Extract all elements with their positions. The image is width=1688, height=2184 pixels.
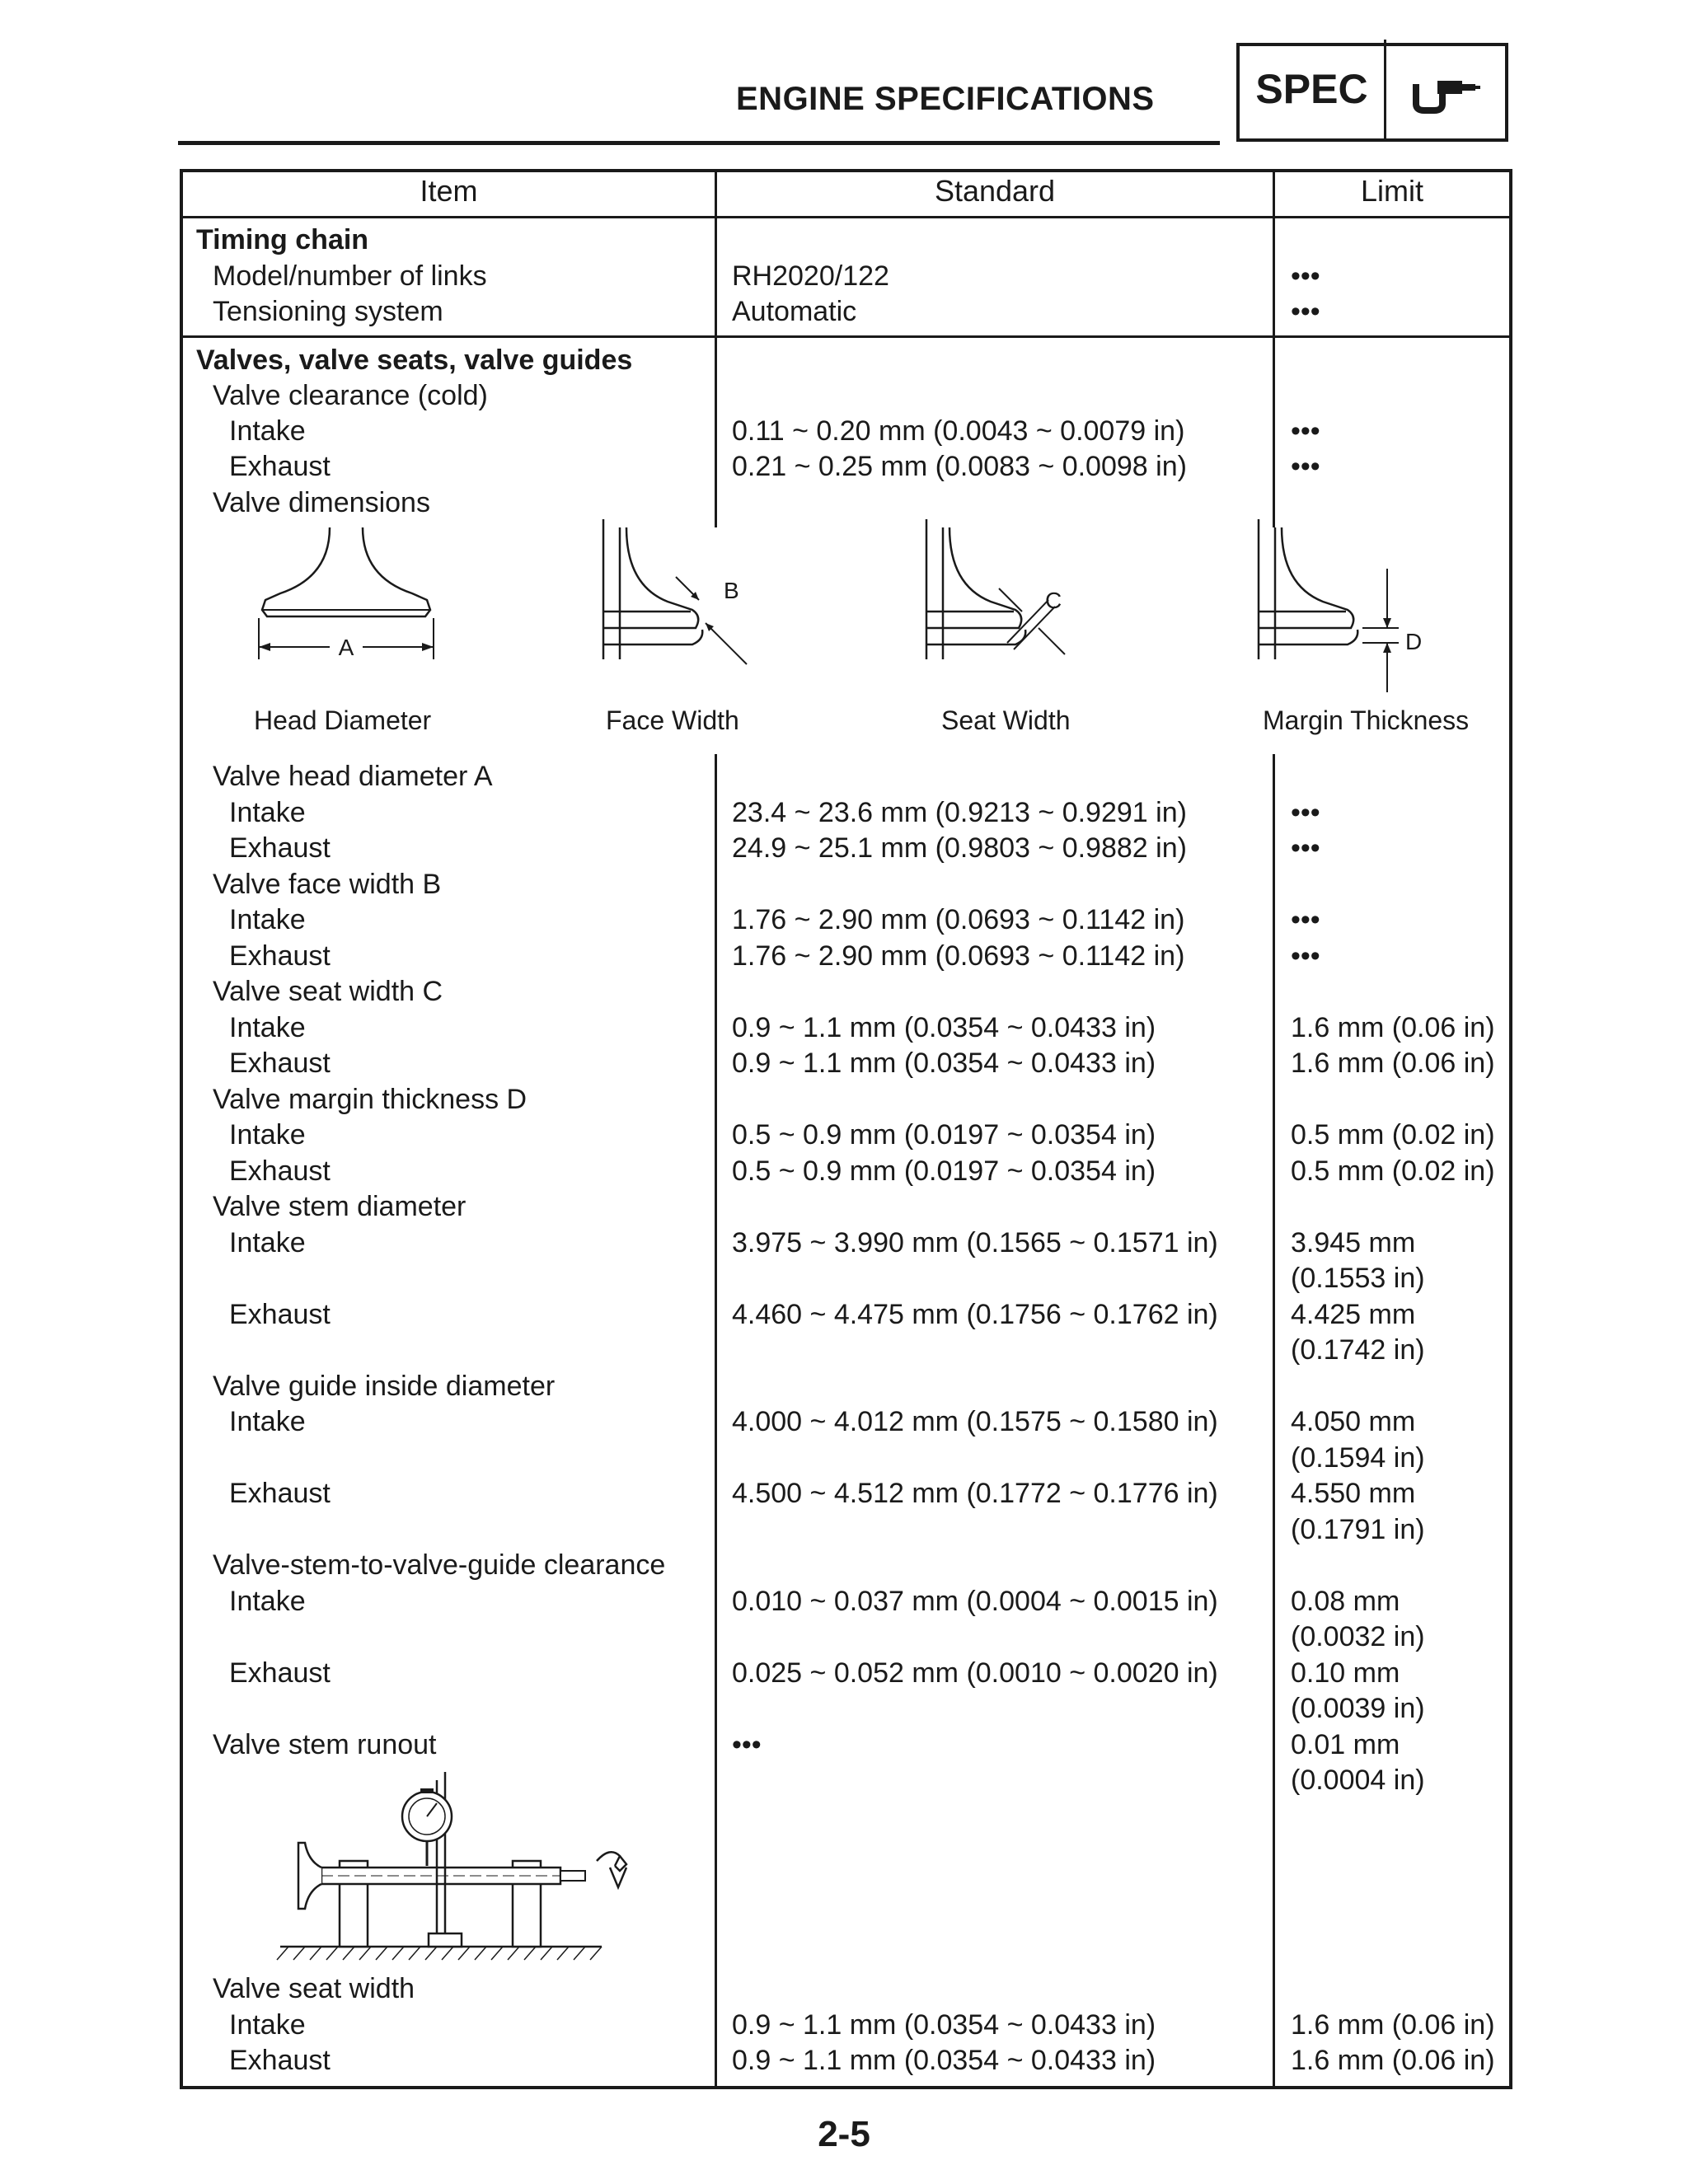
caption-face-width: Face Width xyxy=(606,705,739,735)
row-standard: 0.9 ~ 1.1 mm (0.0354 ~ 0.0433 in) xyxy=(732,2008,1156,2041)
valve-runout-diagram xyxy=(272,1764,651,1961)
row-subheading: Valve margin thickness D xyxy=(213,1083,528,1115)
diagram-letter-d: D xyxy=(1405,629,1423,654)
diagram-letter-b: B xyxy=(724,578,739,603)
row-item: Intake xyxy=(229,1406,306,1437)
row-item: Exhaust xyxy=(229,1047,331,1079)
row-limit-continued: (0.1553 in) xyxy=(1291,1263,1425,1294)
row-item: Exhaust xyxy=(229,1155,331,1187)
row-item: Intake xyxy=(229,1011,306,1043)
row-item: Valve dimensions xyxy=(213,487,430,518)
row-subheading: Valve seat width C xyxy=(213,976,443,1007)
row-limit: 4.425 mm xyxy=(1291,1298,1416,1330)
row-item: Intake xyxy=(229,904,306,935)
col-divider-2a xyxy=(1273,169,1275,527)
row-item: Exhaust xyxy=(229,832,331,864)
diagram-letter-a: A xyxy=(338,635,354,660)
row-standard: 0.21 ~ 0.25 mm (0.0083 ~ 0.0098 in) xyxy=(732,451,1187,482)
row-limit-continued: (0.0004 in) xyxy=(1291,1765,1425,1796)
row-standard: 3.975 ~ 3.990 mm (0.1565 ~ 0.1571 in) xyxy=(732,1226,1218,1258)
row-item: Exhaust xyxy=(229,940,331,972)
col-header-item: Item xyxy=(420,174,478,208)
section-divider xyxy=(180,335,1512,338)
spec-label: SPEC xyxy=(1240,40,1386,138)
row-standard: ••• xyxy=(732,1728,762,1760)
row-item: Intake xyxy=(229,2008,306,2041)
caption-margin-thickness: Margin Thickness xyxy=(1263,705,1470,735)
row-limit: ••• xyxy=(1291,796,1320,828)
row-standard: 0.010 ~ 0.037 mm (0.0004 ~ 0.0015 in) xyxy=(732,1585,1218,1617)
row-item: Intake xyxy=(229,1585,306,1617)
face-width-diagram xyxy=(593,519,775,668)
row-item: Intake xyxy=(229,1119,306,1151)
row-limit-continued: (0.1594 in) xyxy=(1291,1441,1425,1474)
row-limit: 0.08 mm xyxy=(1291,1585,1400,1617)
row-item: Intake xyxy=(229,1226,306,1258)
spec-badge xyxy=(1236,43,1508,142)
row-item: Valve clearance (cold) xyxy=(213,380,488,411)
row-limit: 4.050 mm xyxy=(1291,1406,1416,1437)
row-item: Model/number of links xyxy=(213,260,487,292)
col-header-limit: Limit xyxy=(1360,174,1423,208)
row-item: Exhaust xyxy=(229,1478,331,1509)
row-item: Exhaust xyxy=(229,1298,331,1330)
row-limit: ••• xyxy=(1291,832,1320,864)
head-diameter-diagram xyxy=(247,527,445,668)
row-item: Intake xyxy=(229,415,306,447)
row-limit: 1.6 mm (0.06 in) xyxy=(1291,1011,1495,1043)
row-limit: 1.6 mm (0.06 in) xyxy=(1291,2008,1495,2041)
row-subheading: Valve head diameter A xyxy=(213,761,493,792)
caption-head-diameter: Head Diameter xyxy=(254,705,432,735)
row-standard: 4.500 ~ 4.512 mm (0.1772 ~ 0.1776 in) xyxy=(732,1478,1218,1509)
row-standard: 0.5 ~ 0.9 mm (0.0197 ~ 0.0354 in) xyxy=(732,1119,1156,1151)
header-divider xyxy=(180,216,1512,218)
row-limit-continued: (0.0039 in) xyxy=(1291,1693,1425,1724)
page-number: 2-5 xyxy=(818,2114,870,2154)
diagram-letter-c: C xyxy=(1045,588,1062,613)
row-standard: 0.9 ~ 1.1 mm (0.0354 ~ 0.0433 in) xyxy=(732,1011,1156,1043)
row-limit: ••• xyxy=(1291,296,1320,327)
row-limit: 3.945 mm xyxy=(1291,1226,1416,1258)
row-item: Exhaust xyxy=(229,1657,331,1689)
row-standard: 23.4 ~ 23.6 mm (0.9213 ~ 0.9291 in) xyxy=(732,796,1187,828)
row-standard: 1.76 ~ 2.90 mm (0.0693 ~ 0.1142 in) xyxy=(732,940,1185,972)
row-limit: ••• xyxy=(1291,940,1320,972)
row-limit-continued: (0.0032 in) xyxy=(1291,1621,1425,1652)
row-subheading: Valve seat width xyxy=(213,1973,415,2004)
section-heading: Valves, valve seats, valve guides xyxy=(196,344,633,376)
row-subheading: Valve stem diameter xyxy=(213,1191,467,1222)
row-limit: 0.10 mm xyxy=(1291,1657,1400,1689)
row-subheading: Valve face width B xyxy=(213,868,442,900)
row-limit: 0.5 mm (0.02 in) xyxy=(1291,1155,1495,1187)
row-limit-continued: (0.1742 in) xyxy=(1291,1334,1425,1366)
row-limit: ••• xyxy=(1291,451,1320,482)
seat-width-diagram xyxy=(917,519,1098,668)
row-limit: 0.01 mm xyxy=(1291,1728,1400,1760)
page-title: ENGINE SPECIFICATIONS xyxy=(736,81,1155,117)
col-divider-1a xyxy=(715,169,717,527)
row-standard: 24.9 ~ 25.1 mm (0.9803 ~ 0.9882 in) xyxy=(732,832,1187,864)
row-limit: ••• xyxy=(1291,260,1320,292)
row-item: Exhaust xyxy=(229,451,331,482)
row-standard: Automatic xyxy=(732,296,857,327)
row-limit: 0.5 mm (0.02 in) xyxy=(1291,1119,1495,1151)
micrometer-icon xyxy=(1386,46,1505,138)
row-limit: 4.550 mm xyxy=(1291,1478,1416,1509)
row-limit-continued: (0.1791 in) xyxy=(1291,1513,1425,1545)
row-item: Tensioning system xyxy=(213,296,443,327)
row-standard: 0.025 ~ 0.052 mm (0.0010 ~ 0.0020 in) xyxy=(732,1657,1218,1689)
row-standard: 4.000 ~ 4.012 mm (0.1575 ~ 0.1580 in) xyxy=(732,1406,1218,1437)
caption-seat-width: Seat Width xyxy=(941,705,1071,735)
col-header-standard: Standard xyxy=(934,174,1056,208)
section-heading: Timing chain xyxy=(196,224,369,255)
row-limit: ••• xyxy=(1291,904,1320,935)
col-divider-2b xyxy=(1273,754,1275,2089)
row-subheading: Valve guide inside diameter xyxy=(213,1370,556,1402)
col-divider-1b xyxy=(715,754,717,2089)
row-standard: 0.11 ~ 0.20 mm (0.0043 ~ 0.0079 in) xyxy=(732,415,1185,447)
row-limit: ••• xyxy=(1291,415,1320,447)
row-item: Exhaust xyxy=(229,2045,331,2076)
row-standard: 4.460 ~ 4.475 mm (0.1756 ~ 0.1762 in) xyxy=(732,1298,1218,1330)
row-standard: 0.9 ~ 1.1 mm (0.0354 ~ 0.0433 in) xyxy=(732,2045,1156,2076)
row-limit: 1.6 mm (0.06 in) xyxy=(1291,2045,1495,2076)
row-standard: RH2020/122 xyxy=(732,260,889,292)
row-standard: 1.76 ~ 2.90 mm (0.0693 ~ 0.1142 in) xyxy=(732,904,1185,935)
row-item: Intake xyxy=(229,796,306,828)
margin-thickness-diagram xyxy=(1249,519,1430,692)
row-standard: 0.9 ~ 1.1 mm (0.0354 ~ 0.0433 in) xyxy=(732,1047,1156,1079)
header-rule xyxy=(178,141,1220,145)
row-standard: 0.5 ~ 0.9 mm (0.0197 ~ 0.0354 in) xyxy=(732,1155,1156,1187)
row-item: Valve stem runout xyxy=(213,1728,437,1760)
row-limit: 1.6 mm (0.06 in) xyxy=(1291,1047,1495,1079)
row-subheading: Valve-stem-to-valve-guide clearance xyxy=(213,1549,666,1581)
